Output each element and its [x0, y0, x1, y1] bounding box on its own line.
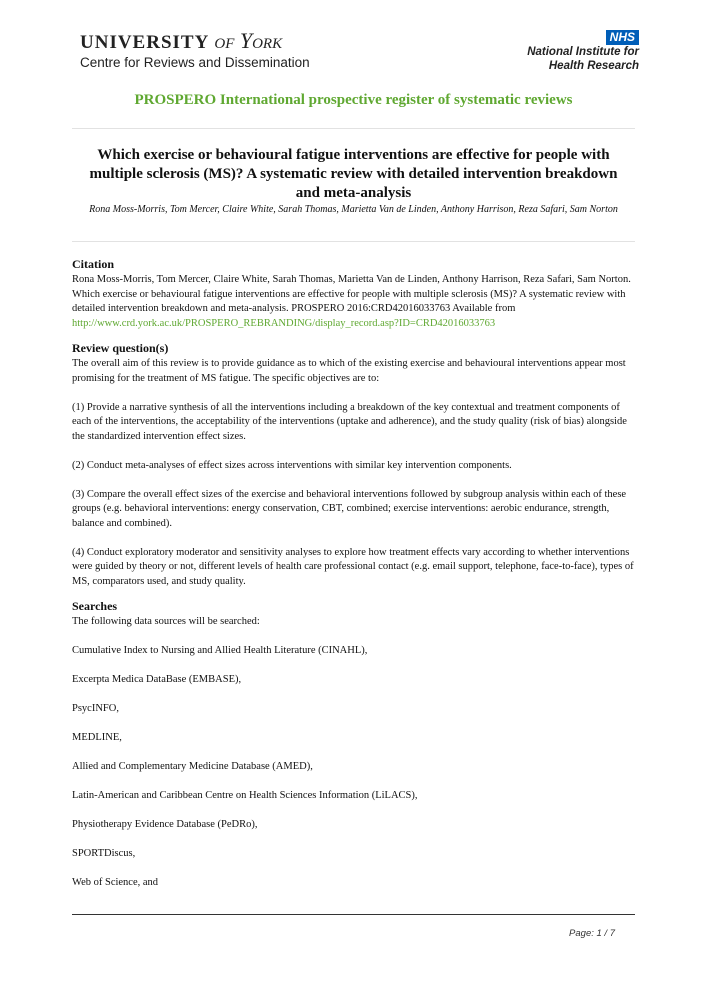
searches-intro: The following data sources will be searched: [72, 616, 260, 627]
nihr-line-1: National Institute for [527, 46, 639, 58]
review-question-heading: Review question(s) [72, 341, 169, 355]
citation-section [72, 257, 637, 331]
data-source: PsycINFO, [72, 703, 119, 714]
record-content [72, 257, 637, 901]
searches-section [72, 599, 637, 891]
data-source: Allied and Complementary Medicine Database (AMED), [72, 761, 313, 772]
page-header [0, 0, 707, 90]
nihr-logo [527, 45, 639, 73]
register-title: PROSPERO International prospective register of systematic reviews [134, 92, 573, 108]
data-source: Latin-American and Caribbean Centre on Health Sciences Information (LiLACS), [72, 790, 418, 801]
data-source: Physiotherapy Evidence Database (PeDRo), [72, 819, 258, 830]
review-question-section [72, 341, 637, 589]
of-york-wordmark: of York [214, 28, 283, 53]
objective-3: (3) Compare the overall effect sizes of the exercise and behavioral interventions followed by subgroup analysis within each of these groups (e.g. behavioral interventions: energy conservation, CBT, combined; exercise interventions: aerobic endurance, strength, balance and combined). [72, 488, 627, 529]
data-source: Excerpta Medica DataBase (EMBASE), [72, 674, 242, 685]
university-name: UNIVERSITY [80, 32, 209, 53]
divider-authors [72, 241, 635, 242]
citation-text: Rona Moss-Morris, Tom Mercer, Claire White, Sarah Thomas, Marietta Van de Linden, Anthony Harrison, Reza Safari, Sam Norton. Which exercise or behavioural fatigue interventions are effective for people with multiple sclerosis (MS)? A systematic review with detailed intervention breakdown and meta-analysis. PROSPERO 2016:CRD42016033763 Available from [72, 274, 631, 314]
page-number: Page: 1 / 7 [569, 928, 615, 939]
nihr-line-2: Health Research [548, 60, 639, 72]
objective-1: (1) Provide a narrative synthesis of all the interventions including a breakdown of the key contextual and treatment components of each of the interventions, the acceptability of the interventions (uptake and adherence), and the study quality (risk of bias) alongside the standardized intervention effect sizes. [72, 401, 627, 442]
record-authors: Rona Moss-Morris, Tom Mercer, Claire White, Sarah Thomas, Marietta Van de Linden, Anthony Harrison, Reza Safari, Sam Norton [89, 204, 618, 215]
centre-name: Centre for Reviews and Dissemination [80, 55, 310, 70]
record-link[interactable]: http://www.crd.york.ac.uk/PROSPERO_REBRANDING/display_record.asp?ID=CRD42016033763 [72, 317, 496, 329]
searches-heading: Searches [72, 599, 118, 613]
footer-divider [72, 914, 635, 915]
review-question-intro: The overall aim of this review is to provide guidance as to which of the existing exercise and behavioural interventions appear most promising for the treatment of MS fatigue. The specific objectives are to: [72, 358, 626, 384]
record-title: Which exercise or behavioural fatigue interventions are effective for people with multiple sclerosis (MS)? A systematic review with detailed intervention breakdown and meta-analysis [89, 147, 618, 201]
nhs-logo: NHS [606, 30, 639, 45]
data-source: MEDLINE, [72, 732, 122, 743]
university-of-york-logo [80, 28, 310, 70]
data-source: Web of Science, and [72, 877, 159, 888]
citation-heading: Citation [72, 257, 114, 271]
data-source: SPORTDiscus, [72, 848, 136, 859]
divider-top [72, 128, 635, 129]
objective-4: (4) Conduct exploratory moderator and sensitivity analyses to explore how treatment effects vary according to whether interventions were guided by theory or not, different levels of health care professional contact (e.g. email support, telephone, face-to-face), types of MS, comparators used, and study quality. [72, 546, 634, 587]
data-source: Cumulative Index to Nursing and Allied Health Literature (CINAHL), [72, 645, 368, 656]
objective-2: (2) Conduct meta-analyses of effect sizes across interventions with similar key intervention components. [72, 459, 512, 471]
